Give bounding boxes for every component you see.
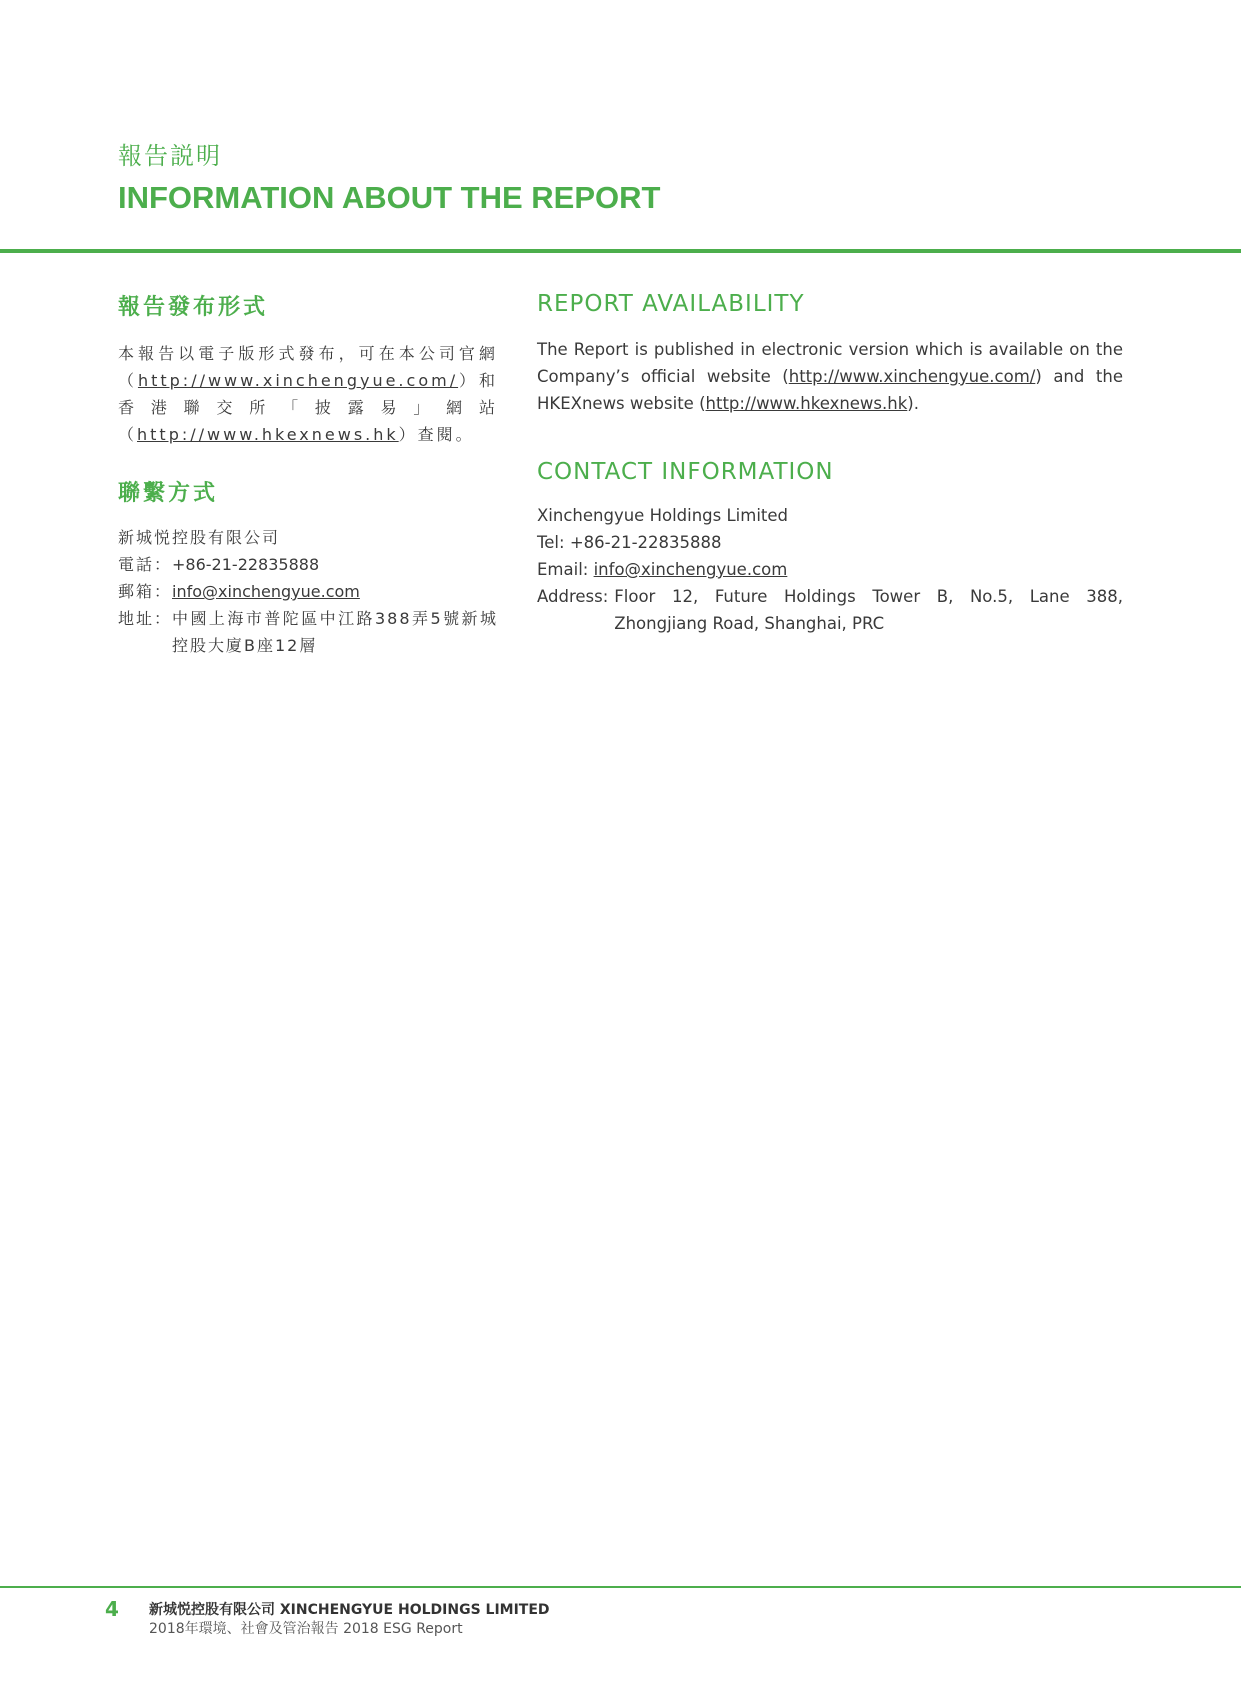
address-line [537, 583, 1123, 637]
availability-paragraph-zh [118, 340, 498, 448]
contact-block-zh [118, 524, 498, 659]
availability-text-2: ) and the HKEXnews website ( [537, 367, 1123, 413]
address-label-zh: 地址： [118, 609, 173, 628]
availability-text-zh-2: ）和香港聯交所「披露易」網站（ [118, 371, 498, 444]
tel-label-zh: 電話： [118, 555, 173, 574]
tel-line [537, 529, 1123, 556]
page-number: 4 [105, 1597, 119, 1621]
company-website-link-zh[interactable]: http://www.xinchengyue.com/ [137, 371, 459, 390]
availability-text-zh-3: ）查閱。 [398, 425, 475, 444]
company-name-zh: 新城悦控股有限公司 [118, 528, 281, 547]
email-link-zh[interactable]: info@xinchengyue.com [172, 582, 360, 601]
company-name: Xinchengyue Holdings Limited [537, 506, 789, 525]
contact-block [537, 502, 1123, 637]
footer [149, 1601, 550, 1639]
footer-divider [0, 1586, 1241, 1588]
address-label: Address: [537, 587, 609, 606]
availability-text-3: ). [907, 394, 919, 413]
tel-line-zh [118, 551, 498, 578]
hkexnews-link[interactable]: http://www.hkexnews.hk [705, 394, 908, 413]
email-line [537, 556, 1123, 583]
email-label: Email: [537, 560, 589, 579]
tel-value: +86-21-22835888 [569, 533, 722, 552]
english-column [537, 288, 1123, 637]
page-title-zh: 報告説明 [118, 142, 222, 170]
section-heading-availability-zh: 報告發布形式 [118, 295, 269, 320]
chinese-column [118, 292, 498, 659]
availability-text-1: The Report is published in electronic version which is available on the Company’s official website ( [537, 340, 1123, 386]
footer-report-title: 2018年環境、社會及管治報告 2018 ESG Report [149, 1621, 463, 1637]
availability-text-zh-1: 本報告以電子版形式發布，可在本公司官網（ [118, 344, 498, 390]
address-value-zh: 中國上海市普陀區中江路388弄5號新城控股大廈B座12層 [172, 609, 498, 655]
footer-company-name: 新城悦控股有限公司 XINCHENGYUE HOLDINGS LIMITED [149, 1602, 550, 1618]
tel-value-zh: +86-21-22835888 [172, 555, 320, 574]
address-value: Floor 12, Future Holdings Tower B, No.5, Lane 388, Zhongjiang Road, Shanghai, PRC [614, 587, 1123, 633]
page-title: INFORMATION ABOUT THE REPORT [118, 180, 661, 215]
email-link[interactable]: info@xinchengyue.com [593, 560, 788, 579]
email-line-zh [118, 578, 498, 605]
hkexnews-link-zh[interactable]: http://www.hkexnews.hk [137, 425, 399, 444]
address-line-zh [118, 605, 498, 659]
section-heading-availability: REPORT AVAILABILITY [537, 291, 805, 317]
tel-label: Tel: [537, 533, 565, 552]
header-divider [0, 249, 1241, 253]
section-heading-contact: CONTACT INFORMATION [537, 459, 834, 485]
section-heading-contact-zh: 聯繫方式 [118, 481, 219, 506]
availability-paragraph [537, 336, 1123, 417]
email-label-zh: 郵箱： [118, 582, 173, 601]
company-website-link[interactable]: http://www.xinchengyue.com/ [788, 367, 1036, 386]
